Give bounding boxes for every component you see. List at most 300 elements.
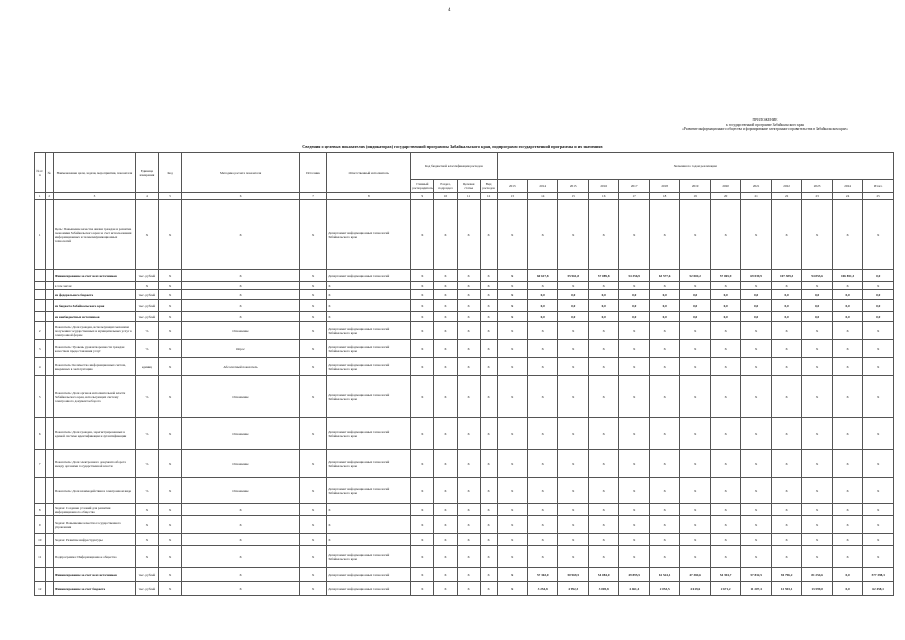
cell-value: X	[619, 534, 649, 546]
cell-n2	[45, 450, 53, 478]
cell-name: в том числе:	[53, 282, 135, 290]
cell-exec: X	[327, 290, 411, 300]
cell-b1: X	[411, 546, 434, 568]
cell-exec: X	[327, 300, 411, 312]
cell-value: 54 356,9	[619, 270, 649, 282]
cell-b4: X	[480, 340, 497, 358]
cell-unit: X	[135, 516, 158, 534]
cell-value: 0,0	[832, 568, 862, 582]
cell-b4: X	[480, 282, 497, 290]
table-title: Сведения о целевых показателях (индикаторах) государственной программы Забайкальского края, подпрограмм государственной программы и их значениях	[302, 144, 603, 149]
cell-value: X	[771, 322, 801, 340]
cell-value: X	[741, 200, 771, 270]
cell-value: X	[741, 322, 771, 340]
cell-value: X	[497, 516, 527, 534]
cell-unit: %	[135, 376, 158, 418]
cell-value: X	[710, 418, 740, 450]
cell-value: X	[741, 450, 771, 478]
cell-src: X	[299, 312, 326, 322]
cell-b1: X	[411, 300, 434, 312]
cell-b2: X	[434, 516, 457, 534]
cell-method: X	[182, 312, 300, 322]
cell-b2: X	[434, 312, 457, 322]
cell-value: X	[619, 340, 649, 358]
cell-n2	[45, 534, 53, 546]
cell-value: 0,0	[558, 300, 588, 312]
cell-value: X	[771, 546, 801, 568]
cell-code: X	[159, 478, 182, 504]
cell-name: Показатель: Уровень удовлетворенности граждан качеством предоставления услуг	[53, 340, 135, 358]
column-index: 11	[457, 193, 480, 200]
cell-value: X	[741, 282, 771, 290]
cell-n: 9	[35, 516, 46, 534]
cell-value: X	[649, 322, 679, 340]
cell-src: X	[299, 582, 326, 596]
cell-name: Финансирование за счет бюджета	[53, 582, 135, 596]
cell-value: X	[497, 290, 527, 300]
cell-unit: тыс. рублей	[135, 582, 158, 596]
column-index: 13	[497, 193, 527, 200]
cell-method: X	[182, 200, 300, 270]
cell-value: 4 619,6	[680, 582, 710, 596]
cell-value: 0,0	[832, 300, 862, 312]
cell-value: 69 039,9	[741, 270, 771, 282]
cell-b1: X	[411, 568, 434, 582]
cell-code: X	[159, 270, 182, 282]
cell-name: Показатель: Доля граждан, использующих механизм получения государственных и муниципальных услуг в электронной форме	[53, 322, 135, 340]
cell-src: X	[299, 516, 326, 534]
col-src: Источник	[299, 153, 326, 193]
cell-value: X	[680, 376, 710, 418]
cell-value: X	[588, 504, 618, 516]
cell-code: X	[159, 504, 182, 516]
cell-value: X	[558, 478, 588, 504]
cell-value: X	[832, 516, 862, 534]
cell-unit: тыс. рублей	[135, 300, 158, 312]
cell-value: 0,0	[741, 312, 771, 322]
cell-value: X	[527, 534, 557, 546]
cell-b4: X	[480, 312, 497, 322]
cell-b3: X	[457, 290, 480, 300]
cell-value: 0,0	[680, 300, 710, 312]
cell-value: X	[619, 478, 649, 504]
cell-b3: X	[457, 376, 480, 418]
cell-value: 12 593,1	[771, 582, 801, 596]
cell-value: X	[680, 516, 710, 534]
cell-b2: X	[434, 270, 457, 282]
cell-value: X	[588, 516, 618, 534]
cell-value: 0,0	[832, 582, 862, 596]
table-body	[35, 200, 894, 596]
cell-method: Отношение	[182, 376, 300, 418]
cell-name: из внебюджетных источников	[53, 312, 135, 322]
cell-b3: X	[457, 450, 480, 478]
cell-value: 0,0	[771, 290, 801, 300]
cell-value: 0,0	[710, 290, 740, 300]
cell-value: X	[588, 200, 618, 270]
cell-unit: X	[135, 282, 158, 290]
cell-value: X	[527, 546, 557, 568]
cell-value: X	[802, 200, 832, 270]
cell-value: X	[680, 478, 710, 504]
cell-unit: тыс. рублей	[135, 312, 158, 322]
cell-b1: X	[411, 358, 434, 376]
cell-value: 0,0	[649, 290, 679, 300]
cell-value: X	[771, 200, 801, 270]
cell-value: X	[497, 582, 527, 596]
cell-value: X	[649, 418, 679, 450]
cell-exec: Департамент информационных технологий Забайкальского края	[327, 376, 411, 418]
cell-method: Опрос	[182, 340, 300, 358]
col-b3: Целевая статья	[457, 180, 480, 193]
cell-method: X	[182, 300, 300, 312]
col-y8: 2021	[741, 180, 771, 193]
cell-value: X	[710, 358, 740, 376]
cell-b4: X	[480, 546, 497, 568]
cell-code: X	[159, 568, 182, 582]
cell-value: X	[741, 546, 771, 568]
cell-b4: X	[480, 478, 497, 504]
col-y0: 2013	[497, 180, 527, 193]
cell-method: X	[182, 290, 300, 300]
cell-value: X	[497, 450, 527, 478]
cell-value: X	[588, 358, 618, 376]
cell-b2: X	[434, 358, 457, 376]
cell-unit: X	[135, 546, 158, 568]
cell-value: 57 832,5	[741, 568, 771, 582]
cell-value: X	[771, 358, 801, 376]
cell-code: X	[159, 546, 182, 568]
cell-exec: Департамент информационных технологий Забайкальского края	[327, 418, 411, 450]
col-y4: 2017	[619, 180, 649, 193]
cell-value: X	[863, 340, 894, 358]
cell-value: X	[863, 376, 894, 418]
col-b1: Главный распорядитель	[411, 180, 434, 193]
cell-value: X	[497, 568, 527, 582]
cell-value: X	[710, 322, 740, 340]
cell-value: X	[680, 450, 710, 478]
cell-value: X	[558, 376, 588, 418]
cell-value: 49 895,5	[619, 568, 649, 582]
cell-src: X	[299, 534, 326, 546]
cell-value: X	[497, 478, 527, 504]
column-index: 21	[741, 193, 771, 200]
cell-value: X	[863, 478, 894, 504]
cell-value: X	[710, 546, 740, 568]
cell-b4: X	[480, 358, 497, 376]
cell-b3: X	[457, 534, 480, 546]
cell-unit: %	[135, 418, 158, 450]
column-index: 24	[832, 193, 862, 200]
cell-value: X	[649, 376, 679, 418]
cell-value: X	[649, 282, 679, 290]
cell-value: X	[832, 340, 862, 358]
cell-code: X	[159, 450, 182, 478]
cell-name: Финансирование за счет всех источников	[53, 270, 135, 282]
cell-value: X	[863, 450, 894, 478]
cell-value: 0,0	[741, 290, 771, 300]
cell-value: 0,0	[802, 312, 832, 322]
cell-value: 0,0	[863, 270, 894, 282]
cell-value: X	[832, 282, 862, 290]
cell-exec: X	[327, 534, 411, 546]
cell-value: X	[680, 418, 710, 450]
cell-value: 0,0	[558, 290, 588, 300]
cell-value: X	[741, 418, 771, 450]
cell-value: X	[710, 534, 740, 546]
cell-code: X	[159, 300, 182, 312]
cell-code: X	[159, 340, 182, 358]
cell-code: X	[159, 582, 182, 596]
cell-value: 0,0	[588, 290, 618, 300]
cell-value: 0,0	[771, 300, 801, 312]
cell-name: Показатель: Доля органов исполнительной власти Забайкальского края, использующих систему электронного документооборота	[53, 376, 135, 418]
cell-n2	[45, 290, 53, 300]
cell-exec: Департамент информационных технологий Забайкальского края	[327, 546, 411, 568]
col-y9: 2022	[771, 180, 801, 193]
cell-b4: X	[480, 270, 497, 282]
cell-value: 57 363,0	[527, 568, 557, 582]
cell-n: 11	[35, 546, 46, 568]
cell-value: X	[802, 546, 832, 568]
cell-method: Абсолютный показатель	[182, 358, 300, 376]
cell-value: X	[863, 200, 894, 270]
cell-value: 0,0	[680, 290, 710, 300]
cell-value: X	[527, 516, 557, 534]
cell-b1: X	[411, 504, 434, 516]
cell-src: X	[299, 478, 326, 504]
cell-code: X	[159, 282, 182, 290]
cell-b3: X	[457, 340, 480, 358]
cell-b1: X	[411, 200, 434, 270]
cell-value: X	[863, 546, 894, 568]
cell-value: X	[527, 418, 557, 450]
cell-value: X	[497, 200, 527, 270]
cell-value: 0,0	[863, 290, 894, 300]
cell-method: Отношение	[182, 478, 300, 504]
cell-value: X	[588, 534, 618, 546]
cell-method: X	[182, 282, 300, 290]
cell-b3: X	[457, 418, 480, 450]
cell-name: Задача: Развитие инфраструктуры	[53, 534, 135, 546]
cell-code: X	[159, 418, 182, 450]
cell-n	[35, 282, 46, 290]
table-row	[35, 270, 894, 282]
cell-n: 5	[35, 376, 46, 418]
cell-value: X	[619, 200, 649, 270]
cell-value: X	[527, 358, 557, 376]
cell-code: X	[159, 376, 182, 418]
cell-n2	[45, 340, 53, 358]
cell-value: X	[649, 340, 679, 358]
cell-value: 94 853,6	[802, 270, 832, 282]
cell-value: X	[802, 516, 832, 534]
cell-value: X	[741, 478, 771, 504]
cell-value: X	[802, 322, 832, 340]
cell-b4: X	[480, 582, 497, 596]
table-row	[35, 546, 894, 568]
cell-n2	[45, 516, 53, 534]
cell-n: 3	[35, 340, 46, 358]
cell-value: 0,0	[741, 300, 771, 312]
column-index: 18	[649, 193, 679, 200]
cell-value: 2 671,2	[710, 582, 740, 596]
table-row	[35, 504, 894, 516]
cell-value: X	[802, 534, 832, 546]
annex-line-2: к государственной программе Забайкальского края	[726, 122, 804, 127]
cell-value: X	[649, 504, 679, 516]
cell-value: X	[497, 546, 527, 568]
cell-exec: Департамент информационных технологий Забайкальского края	[327, 450, 411, 478]
cell-b4: X	[480, 450, 497, 478]
table-row	[35, 312, 894, 322]
cell-value: X	[710, 450, 740, 478]
cell-b4: X	[480, 504, 497, 516]
cell-value: X	[710, 516, 740, 534]
column-index: 8	[327, 193, 411, 200]
cell-n2	[45, 504, 53, 516]
cell-src: X	[299, 200, 326, 270]
cell-value: 2 053,5	[649, 582, 679, 596]
cell-b3: X	[457, 312, 480, 322]
cell-value: X	[741, 516, 771, 534]
col-name: Наименование цели, задачи, мероприятия, показателя	[53, 153, 135, 193]
cell-exec: Департамент информационных технологий	[327, 582, 411, 596]
cell-b3: X	[457, 504, 480, 516]
cell-b4: X	[480, 568, 497, 582]
cell-code: X	[159, 358, 182, 376]
cell-value: X	[558, 322, 588, 340]
cell-b3: X	[457, 478, 480, 504]
cell-n2	[45, 312, 53, 322]
cell-value: 0,0	[619, 290, 649, 300]
column-index: 25	[863, 193, 894, 200]
cell-value: X	[741, 376, 771, 418]
cell-n: 10	[35, 534, 46, 546]
cell-n2	[45, 282, 53, 290]
cell-value: X	[588, 376, 618, 418]
col-exec: Ответственный исполнитель	[327, 153, 411, 193]
cell-value: X	[680, 546, 710, 568]
column-index: 2	[45, 193, 53, 200]
cell-value: X	[680, 200, 710, 270]
col-y2: 2015	[558, 180, 588, 193]
cell-value: 0,0	[832, 312, 862, 322]
cell-b1: X	[411, 516, 434, 534]
cell-name: из федерального бюджета	[53, 290, 135, 300]
cell-value: X	[588, 282, 618, 290]
cell-value: X	[619, 358, 649, 376]
cell-b2: X	[434, 534, 457, 546]
cell-unit: тыс. рублей	[135, 568, 158, 582]
cell-value: X	[558, 358, 588, 376]
cell-code: X	[159, 534, 182, 546]
cell-value: 0,0	[588, 300, 618, 312]
cell-src: X	[299, 546, 326, 568]
cell-value: X	[527, 504, 557, 516]
annex-header	[640, 118, 890, 132]
cell-value: 0,0	[649, 300, 679, 312]
cell-n	[35, 300, 46, 312]
cell-value: 62 458,1	[863, 582, 894, 596]
cell-b3: X	[457, 546, 480, 568]
cell-n2	[45, 478, 53, 504]
cell-value: X	[710, 478, 740, 504]
cell-value: X	[619, 546, 649, 568]
column-index: 22	[771, 193, 801, 200]
cell-value: 47 384,6	[680, 568, 710, 582]
cell-value: X	[832, 322, 862, 340]
cell-value: 57 089,8	[588, 270, 618, 282]
cell-src: X	[299, 568, 326, 582]
cell-value: X	[619, 282, 649, 290]
col-y6: 2019	[680, 180, 710, 193]
cell-n2	[45, 546, 53, 568]
cell-value: X	[497, 504, 527, 516]
cell-b4: X	[480, 534, 497, 546]
cell-value: 0,0	[588, 312, 618, 322]
cell-value: X	[497, 312, 527, 322]
cell-b3: X	[457, 200, 480, 270]
cell-name: Цель: Повышение качества жизни граждан и развитие экономики Забайкальского края за счет использования информационных и телекоммуникационных технологий	[53, 200, 135, 270]
cell-value: X	[710, 504, 740, 516]
cell-value: X	[771, 516, 801, 534]
cell-b1: X	[411, 290, 434, 300]
cell-exec: Департамент информационных технологий	[327, 270, 411, 282]
cell-exec: Департамент информационных технологий Забайкальского края	[327, 322, 411, 340]
cell-value: X	[863, 282, 894, 290]
cell-value: X	[558, 534, 588, 546]
table-row	[35, 478, 894, 504]
cell-value: 0,0	[863, 300, 894, 312]
cell-code: X	[159, 516, 182, 534]
table-row	[35, 568, 894, 582]
col-y7: 2020	[710, 180, 740, 193]
cell-value: X	[558, 418, 588, 450]
col-unit: Единица измерения	[135, 153, 158, 193]
col-y11: 2024	[832, 180, 862, 193]
column-index: 16	[588, 193, 618, 200]
cell-value: X	[741, 504, 771, 516]
cell-method: X	[182, 582, 300, 596]
cell-value: X	[771, 340, 801, 358]
cell-n: 4	[35, 358, 46, 376]
cell-exec: X	[327, 282, 411, 290]
cell-b2: X	[434, 282, 457, 290]
cell-value: 107 389,3	[771, 270, 801, 282]
cell-b4: X	[480, 516, 497, 534]
cell-b1: X	[411, 312, 434, 322]
col-code: Код	[159, 153, 182, 193]
cell-code: X	[159, 290, 182, 300]
cell-b3: X	[457, 300, 480, 312]
col-method: Методика расчета показателя	[182, 153, 300, 193]
cell-value: 577 398,3	[863, 568, 894, 582]
cell-unit: X	[135, 534, 158, 546]
cell-value: X	[680, 534, 710, 546]
cell-value: X	[832, 478, 862, 504]
cell-b2: X	[434, 450, 457, 478]
cell-value: 94 796,2	[771, 568, 801, 582]
cell-value: X	[527, 200, 557, 270]
cell-value: X	[802, 504, 832, 516]
cell-b1: X	[411, 478, 434, 504]
cell-value: X	[771, 282, 801, 290]
cell-value: X	[680, 340, 710, 358]
cell-value: X	[497, 322, 527, 340]
cell-b3: X	[457, 322, 480, 340]
cell-method: X	[182, 546, 300, 568]
